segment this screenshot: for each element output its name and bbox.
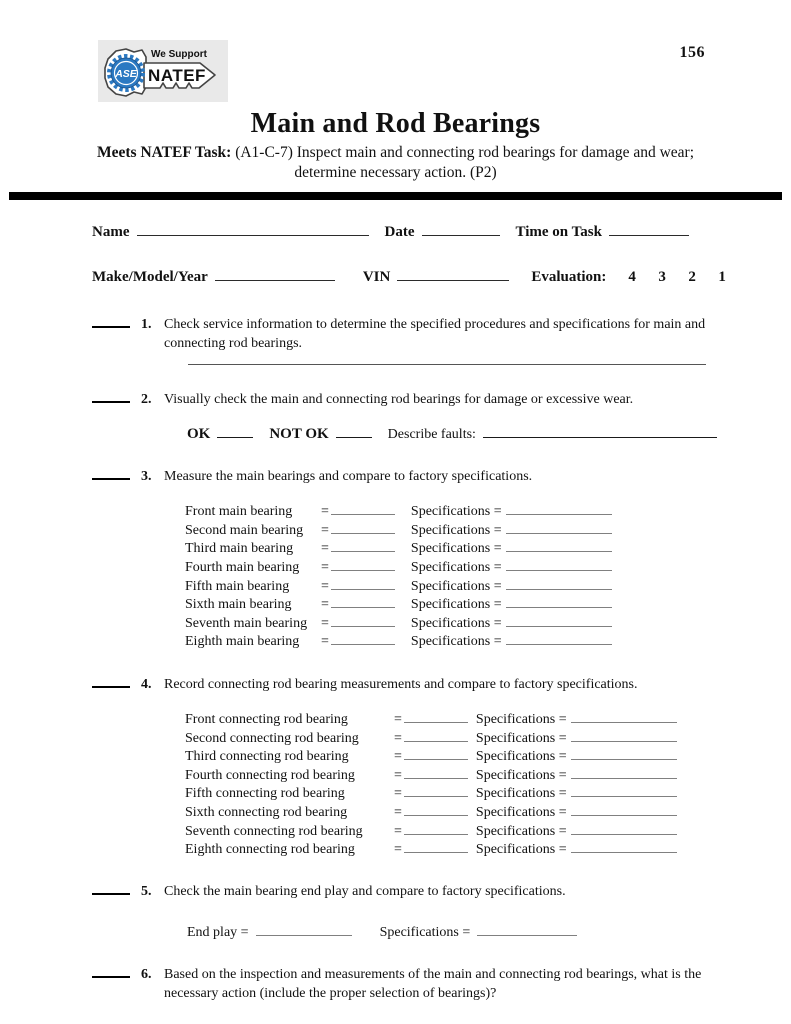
task-4-body	[164, 675, 706, 859]
task-1-number: 1.	[141, 317, 152, 333]
main-bearing-row	[185, 632, 706, 651]
vin-label: VIN	[362, 269, 391, 286]
date-field-blank	[422, 222, 500, 236]
end-play-row	[187, 923, 706, 942]
end-play-label: End play =	[187, 924, 249, 940]
specifications-label: Specifications =	[475, 823, 567, 839]
evaluation-score-1: 1	[718, 269, 727, 286]
specification-blank	[506, 632, 612, 645]
measurement-blank	[331, 577, 395, 590]
natef-logo	[98, 40, 228, 102]
bearing-name-label: Fourth main bearing	[185, 560, 300, 576]
task-item-3	[92, 466, 706, 651]
ok-check-blank	[217, 424, 253, 438]
bearing-name-label: Seventh connecting rod bearing	[185, 823, 363, 839]
measurement-blank	[331, 595, 395, 608]
form-body	[0, 222, 791, 1024]
bearing-name-label: Front main bearing	[185, 504, 293, 520]
name-field-blank	[137, 222, 369, 236]
equals-sign: =	[394, 730, 402, 746]
bearing-name-label: Second main bearing	[185, 522, 304, 538]
main-bearing-row	[185, 502, 706, 521]
measurement-blank	[331, 558, 395, 571]
specification-blank	[571, 729, 677, 742]
measurement-blank	[404, 840, 468, 853]
time-on-task-field-blank	[609, 222, 689, 236]
task-item-5	[92, 881, 706, 942]
rod-bearing-row	[185, 784, 706, 803]
equals-sign: =	[394, 712, 402, 728]
task-5-score-blank	[92, 881, 130, 895]
vin-field-blank	[397, 267, 509, 281]
make-model-year-field-blank	[215, 267, 335, 281]
not-ok-check-blank	[336, 424, 372, 438]
equals-sign: =	[321, 578, 329, 594]
rod-bearing-row	[185, 822, 706, 841]
time-on-task-label: Time on Task	[515, 224, 602, 241]
bearing-name-label: Front connecting rod bearing	[185, 712, 348, 728]
specification-blank	[506, 539, 612, 552]
end-play-blank	[256, 923, 352, 936]
natef-text: NATEF	[148, 66, 206, 85]
bearing-name-label: Sixth connecting rod bearing	[185, 805, 348, 820]
not-ok-label: NOT OK	[269, 426, 329, 443]
task-4-score-blank	[92, 674, 130, 688]
equals-sign: =	[394, 823, 402, 839]
main-bearing-row	[185, 558, 706, 577]
task-5-number: 5.	[141, 883, 152, 899]
equals-sign: =	[321, 634, 329, 650]
page-number: 156	[679, 44, 705, 61]
task-6-text: Based on the inspection and measurements of the main and connecting rod bearings, what is the necessary action (include the proper selection of bearings)?	[164, 966, 702, 1001]
specifications-label: Specifications =	[475, 712, 567, 728]
specifications-label: Specifications =	[475, 805, 567, 820]
task-1-body	[164, 315, 706, 365]
main-bearing-row	[185, 577, 706, 596]
describe-faults-blank	[483, 424, 717, 438]
specifications-label: Specifications =	[410, 504, 502, 520]
task-item-6	[92, 964, 706, 1024]
measurement-blank	[404, 766, 468, 779]
date-label: Date	[384, 224, 415, 241]
measurement-blank	[404, 747, 468, 760]
task-item-1	[92, 314, 706, 365]
specifications-label: Specifications =	[475, 749, 567, 765]
end-play-spec-label: Specifications =	[379, 924, 471, 940]
task-3-body	[164, 467, 706, 651]
we-support-text: We Support	[151, 49, 207, 60]
task-3-score-blank	[92, 466, 130, 480]
task-2-ok-row	[187, 424, 716, 444]
main-bearing-row	[185, 614, 706, 633]
specifications-label: Specifications =	[410, 522, 502, 538]
task-3-text: Measure the main bearings and compare to factory specifications.	[164, 469, 533, 485]
describe-faults-label: Describe faults:	[387, 427, 476, 443]
rod-bearing-row	[185, 766, 706, 785]
task-label: Meets NATEF Task:	[96, 144, 232, 161]
task-2-body	[164, 390, 716, 444]
end-play-spec-blank	[477, 923, 577, 936]
natef-task-description	[40, 143, 751, 183]
specifications-label: Specifications =	[475, 786, 567, 802]
rod-bearing-row	[185, 840, 706, 859]
name-row	[92, 222, 706, 241]
task-6-number: 6.	[141, 966, 152, 982]
page-header	[0, 40, 791, 102]
task-1-text: Check service information to determine the specified procedures and specifications for main and connecting rod bearings.	[164, 317, 706, 352]
vehicle-row	[92, 267, 727, 286]
bearing-name-label: Fifth main bearing	[185, 578, 290, 594]
ok-label: OK	[187, 426, 211, 443]
task-5-text: Check the main bearing end play and compare to factory specifications.	[164, 883, 566, 899]
specification-blank	[506, 614, 612, 627]
specification-blank	[571, 822, 677, 835]
task-2-number: 2.	[141, 392, 152, 408]
specifications-label: Specifications =	[410, 578, 502, 594]
specifications-label: Specifications =	[410, 597, 502, 613]
rod-bearing-row	[185, 710, 706, 729]
measurement-blank	[331, 539, 395, 552]
specifications-label: Specifications =	[475, 767, 567, 783]
main-bearing-row	[185, 595, 706, 614]
specifications-label: Specifications =	[475, 730, 567, 746]
measurement-blank	[404, 729, 468, 742]
measurement-blank	[404, 710, 468, 723]
measurement-blank	[404, 784, 468, 797]
rod-bearing-row	[185, 729, 706, 748]
specification-blank	[506, 558, 612, 571]
bearing-name-label: Eighth connecting rod bearing	[185, 842, 355, 858]
specification-blank	[571, 766, 677, 779]
bearing-name-label: Third main bearing	[185, 541, 294, 557]
bearing-name-label: Fifth connecting rod bearing	[185, 786, 345, 802]
specifications-label: Specifications =	[410, 634, 502, 650]
task-3-number: 3.	[141, 469, 152, 485]
measurement-blank	[404, 822, 468, 835]
specification-blank	[571, 747, 677, 760]
equals-sign: =	[394, 805, 402, 820]
bearing-name-label: Sixth main bearing	[185, 597, 292, 613]
equals-sign: =	[394, 842, 402, 858]
measurement-blank	[331, 632, 395, 645]
evaluation-score-3: 3	[658, 269, 667, 286]
specifications-label: Specifications =	[475, 842, 567, 858]
specification-blank	[571, 784, 677, 797]
equals-sign: =	[394, 767, 402, 783]
header-divider-rule	[9, 192, 782, 200]
natef-key-logo-graphic	[98, 40, 228, 102]
specifications-label: Specifications =	[410, 541, 502, 557]
bearing-name-label: Eighth main bearing	[185, 634, 300, 650]
equals-sign: =	[321, 597, 329, 613]
specification-blank	[506, 502, 612, 515]
task-item-2	[92, 389, 706, 444]
task-2-text: Visually check the main and connecting rod bearings for damage or excessive wear.	[164, 392, 634, 408]
task-6-score-blank	[92, 964, 130, 978]
specifications-label: Specifications =	[410, 615, 502, 631]
bearing-name-label: Fourth connecting rod bearing	[185, 767, 355, 783]
rod-bearing-row	[185, 803, 706, 822]
rod-bearing-table	[185, 710, 706, 859]
equals-sign: =	[321, 560, 329, 576]
measurement-blank	[331, 502, 395, 515]
evaluation-score-4: 4	[628, 269, 637, 286]
measurement-blank	[404, 803, 468, 816]
evaluation-label: Evaluation:	[531, 269, 607, 286]
rod-bearing-row	[185, 747, 706, 766]
main-bearing-row	[185, 521, 706, 540]
specification-blank	[571, 803, 677, 816]
name-label: Name	[92, 224, 130, 241]
specification-blank	[506, 595, 612, 608]
task-4-text: Record connecting rod bearing measurements and compare to factory specifications.	[164, 677, 638, 693]
equals-sign: =	[321, 504, 329, 520]
main-bearing-row	[185, 539, 706, 558]
specification-blank	[506, 521, 612, 534]
task-2-score-blank	[92, 389, 130, 403]
bearing-name-label: Seventh main bearing	[185, 615, 308, 631]
measurement-blank	[331, 614, 395, 627]
task-5-body	[164, 882, 706, 942]
specifications-label: Specifications =	[410, 560, 502, 576]
document-title: Main and Rod Bearings	[250, 108, 541, 139]
specification-blank	[506, 577, 612, 590]
bearing-name-label: Second connecting rod bearing	[185, 730, 359, 746]
bearing-name-label: Third connecting rod bearing	[185, 749, 349, 765]
specification-blank	[571, 840, 677, 853]
task-text-line1: (A1-C-7) Inspect main and connecting rod bearings for damage and wear;	[235, 144, 695, 161]
task-4-number: 4.	[141, 677, 152, 693]
make-model-year-label: Make/Model/Year	[92, 269, 208, 286]
task-6-body	[164, 965, 706, 1024]
task-text-line2: determine necessary action. (P2)	[294, 164, 497, 182]
measurement-blank	[331, 521, 395, 534]
task-item-4	[92, 674, 706, 859]
equals-sign: =	[394, 749, 402, 765]
task-1-score-blank	[92, 314, 130, 328]
equals-sign: =	[321, 615, 329, 631]
evaluation-score-2: 2	[688, 269, 697, 286]
specification-blank	[571, 710, 677, 723]
equals-sign: =	[394, 786, 402, 802]
equals-sign: =	[321, 522, 329, 538]
task-1-answer-blank	[188, 363, 706, 365]
main-bearing-table	[185, 502, 706, 651]
ase-badge-text: ASE	[115, 68, 137, 80]
equals-sign: =	[321, 541, 329, 557]
